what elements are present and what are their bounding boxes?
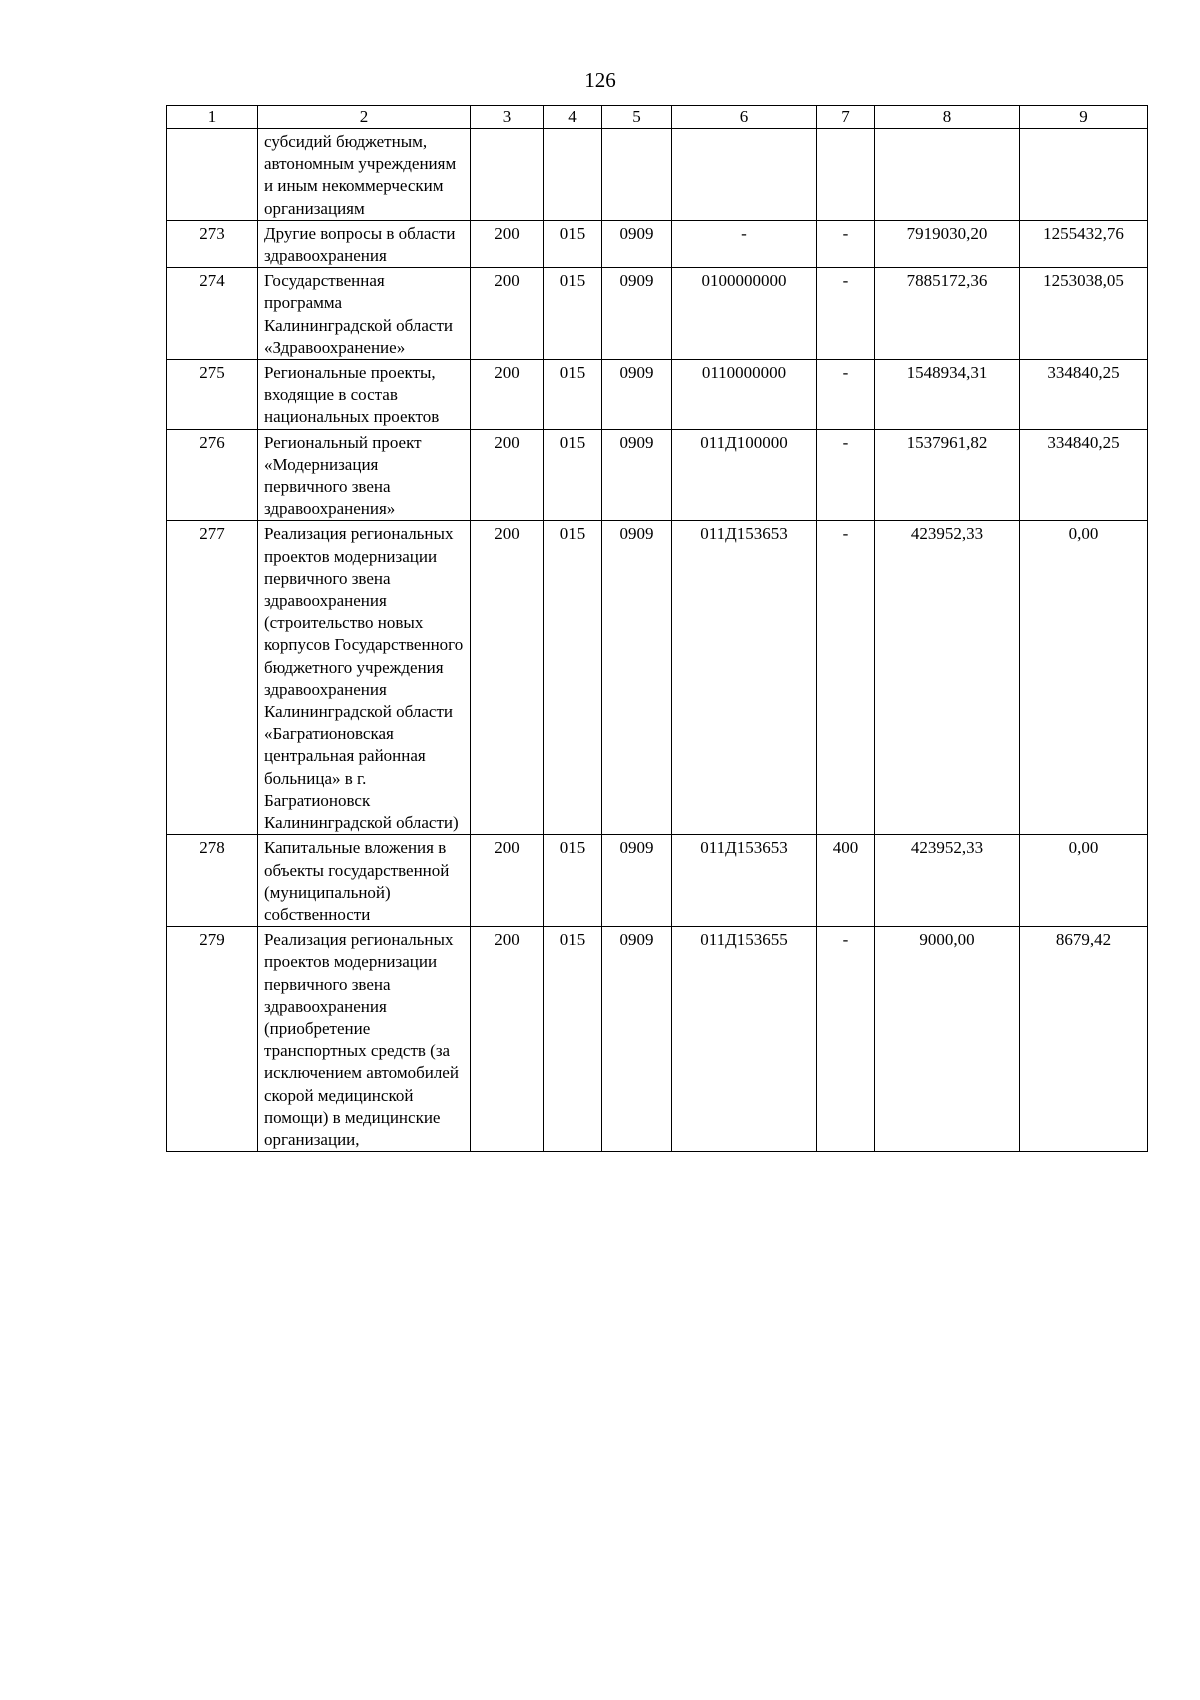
row-col6: 011Д153655 (672, 927, 817, 1152)
row-number: 276 (167, 429, 258, 521)
row-col3: 200 (471, 521, 544, 835)
row-col4: 015 (544, 927, 602, 1152)
row-col3: 200 (471, 835, 544, 927)
row-col5: 0909 (602, 429, 672, 521)
row-col3: 200 (471, 268, 544, 360)
row-col8: 1537961,82 (875, 429, 1020, 521)
row-col5 (602, 129, 672, 221)
row-name: Реализация региональных проектов модернизации первичного звена здравоохранения (строительство новых корпусов Государственного бюджетного учреждения здравоохранения Калининградской области «Багратионовская центральная районная больница» в г. Багратионовск Калининградской области) (258, 521, 471, 835)
row-col8 (875, 129, 1020, 221)
table-row (167, 129, 1148, 221)
row-col5: 0909 (602, 360, 672, 430)
row-col7: - (817, 429, 875, 521)
row-number: 278 (167, 835, 258, 927)
row-col9: 1253038,05 (1020, 268, 1148, 360)
row-col6: 011Д153653 (672, 835, 817, 927)
col-header-8: 8 (875, 106, 1020, 129)
col-header-7: 7 (817, 106, 875, 129)
row-name: Капитальные вложения в объекты государственной (муниципальной) собственности (258, 835, 471, 927)
row-col7: - (817, 268, 875, 360)
row-col4: 015 (544, 268, 602, 360)
row-col8: 7919030,20 (875, 220, 1020, 267)
row-number: 279 (167, 927, 258, 1152)
row-col5: 0909 (602, 268, 672, 360)
row-col9: 1255432,76 (1020, 220, 1148, 267)
row-col6: 011Д100000 (672, 429, 817, 521)
row-col8: 7885172,36 (875, 268, 1020, 360)
column-number-row (167, 106, 1148, 129)
row-col9: 334840,25 (1020, 360, 1148, 430)
row-col9: 334840,25 (1020, 429, 1148, 521)
row-col8: 423952,33 (875, 521, 1020, 835)
row-number: 273 (167, 220, 258, 267)
col-header-6: 6 (672, 106, 817, 129)
row-col6: 0100000000 (672, 268, 817, 360)
row-number (167, 129, 258, 221)
row-col4: 015 (544, 429, 602, 521)
row-col4: 015 (544, 835, 602, 927)
row-col8: 1548934,31 (875, 360, 1020, 430)
row-col7: 400 (817, 835, 875, 927)
row-col7: - (817, 521, 875, 835)
table-row (167, 521, 1148, 835)
table-row (167, 429, 1148, 521)
table-row (167, 927, 1148, 1152)
col-header-3: 3 (471, 106, 544, 129)
row-name: Региональные проекты, входящие в состав национальных проектов (258, 360, 471, 430)
table-row (167, 360, 1148, 430)
row-number: 277 (167, 521, 258, 835)
row-col6: 0110000000 (672, 360, 817, 430)
row-col7 (817, 129, 875, 221)
row-name: Реализация региональных проектов модернизации первичного звена здравоохранения (приобретение транспортных средств (за исключением автомобилей скорой медицинской помощи) в медицинские организации, (258, 927, 471, 1152)
row-col4: 015 (544, 521, 602, 835)
col-header-4: 4 (544, 106, 602, 129)
col-header-2: 2 (258, 106, 471, 129)
row-col9 (1020, 129, 1148, 221)
row-name: субсидий бюджетным, автономным учреждениям и иным некоммерческим организациям (258, 129, 471, 221)
row-number: 274 (167, 268, 258, 360)
row-col3 (471, 129, 544, 221)
row-col4: 015 (544, 360, 602, 430)
table-row (167, 835, 1148, 927)
row-col3: 200 (471, 360, 544, 430)
row-col8: 9000,00 (875, 927, 1020, 1152)
row-number: 275 (167, 360, 258, 430)
row-col4 (544, 129, 602, 221)
row-col9: 0,00 (1020, 835, 1148, 927)
row-col6 (672, 129, 817, 221)
row-col3: 200 (471, 927, 544, 1152)
row-col4: 015 (544, 220, 602, 267)
row-name: Другие вопросы в области здравоохранения (258, 220, 471, 267)
col-header-1: 1 (167, 106, 258, 129)
row-col9: 8679,42 (1020, 927, 1148, 1152)
table-row (167, 268, 1148, 360)
row-name: Государственная программа Калининградской области «Здравоохранение» (258, 268, 471, 360)
row-name: Региональный проект «Модернизация первичного звена здравоохранения» (258, 429, 471, 521)
col-header-9: 9 (1020, 106, 1148, 129)
table-row (167, 220, 1148, 267)
row-col7: - (817, 360, 875, 430)
row-col5: 0909 (602, 927, 672, 1152)
row-col5: 0909 (602, 521, 672, 835)
row-col5: 0909 (602, 835, 672, 927)
page-number: 126 (584, 68, 616, 92)
col-header-5: 5 (602, 106, 672, 129)
row-col3: 200 (471, 220, 544, 267)
row-col6: - (672, 220, 817, 267)
row-col8: 423952,33 (875, 835, 1020, 927)
row-col3: 200 (471, 429, 544, 521)
budget-table (166, 105, 1148, 1152)
row-col9: 0,00 (1020, 521, 1148, 835)
row-col7: - (817, 927, 875, 1152)
row-col7: - (817, 220, 875, 267)
row-col6: 011Д153653 (672, 521, 817, 835)
row-col5: 0909 (602, 220, 672, 267)
